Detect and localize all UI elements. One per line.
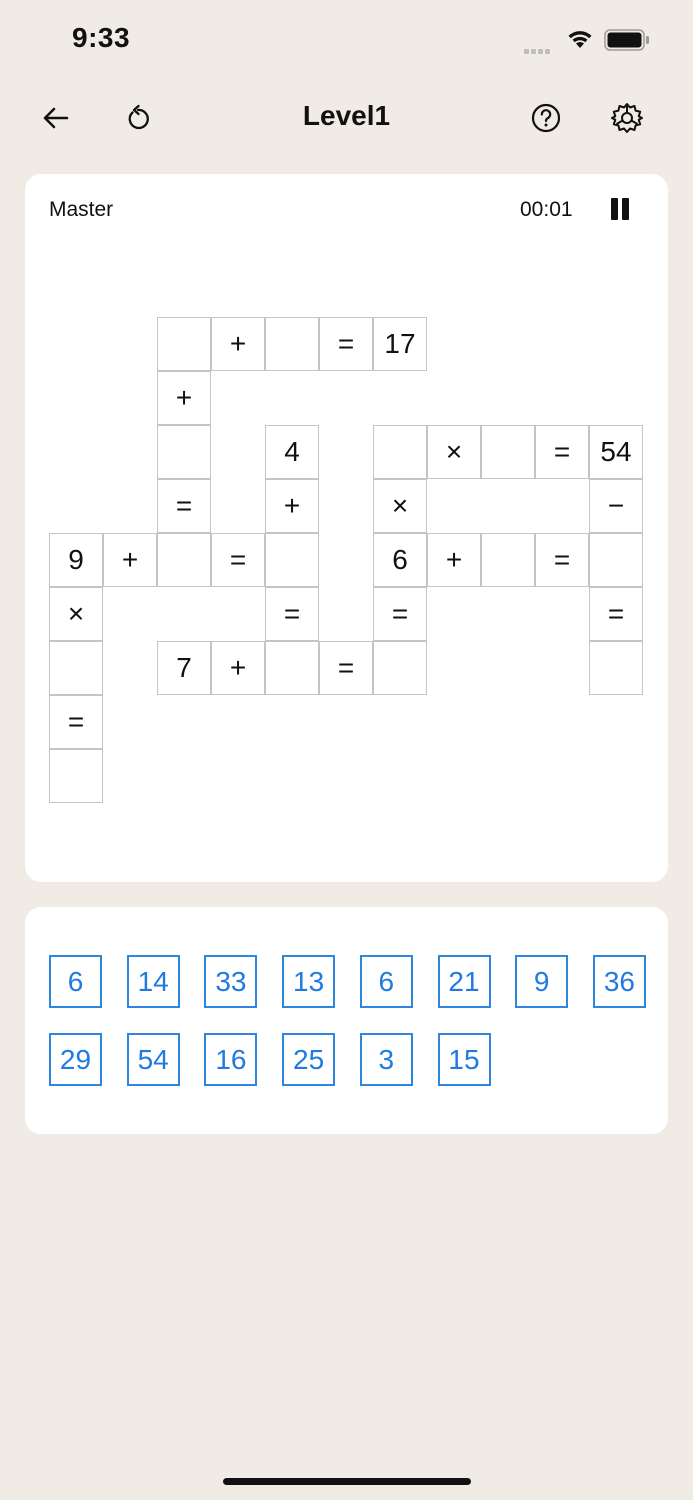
number-tile[interactable]: 6	[49, 955, 102, 1008]
number-tile[interactable]: 3	[360, 1033, 413, 1086]
number-tile[interactable]: 25	[282, 1033, 335, 1086]
number-cell: 7	[157, 641, 211, 695]
timer: 00:01	[520, 198, 573, 221]
empty-cell[interactable]	[373, 641, 427, 695]
empty-cell[interactable]	[589, 533, 643, 587]
number-tile[interactable]: 29	[49, 1033, 102, 1086]
operator-cell: ×	[373, 479, 427, 533]
empty-cell[interactable]	[157, 425, 211, 479]
operator-cell: ×	[49, 587, 103, 641]
number-tile[interactable]: 14	[127, 955, 180, 1008]
puzzle-card	[25, 174, 668, 882]
help-icon	[530, 102, 562, 134]
number-tile[interactable]: 16	[204, 1033, 257, 1086]
operator-cell: +	[211, 641, 265, 695]
operator-cell: =	[211, 533, 265, 587]
settings-button[interactable]	[605, 96, 649, 140]
operator-cell: −	[589, 479, 643, 533]
operator-cell: =	[535, 533, 589, 587]
operator-cell: =	[589, 587, 643, 641]
operator-cell: =	[373, 587, 427, 641]
puzzle-grid	[25, 174, 668, 882]
number-bank	[25, 907, 668, 1134]
number-cell: 4	[265, 425, 319, 479]
operator-cell: =	[265, 587, 319, 641]
number-tile[interactable]: 15	[438, 1033, 491, 1086]
empty-cell[interactable]	[157, 317, 211, 371]
number-tile[interactable]: 36	[593, 955, 646, 1008]
operator-cell: +	[103, 533, 157, 587]
status-bar	[0, 0, 693, 80]
wifi-icon	[566, 28, 594, 55]
operator-cell: +	[157, 371, 211, 425]
empty-cell[interactable]	[481, 425, 535, 479]
operator-cell: =	[319, 317, 373, 371]
cellular-signal-icon	[524, 41, 552, 59]
empty-cell[interactable]	[265, 533, 319, 587]
number-tile[interactable]: 54	[127, 1033, 180, 1086]
operator-cell: +	[211, 317, 265, 371]
number-tile[interactable]: 21	[438, 955, 491, 1008]
empty-cell[interactable]	[49, 641, 103, 695]
number-tile[interactable]: 9	[515, 955, 568, 1008]
empty-cell[interactable]	[265, 641, 319, 695]
battery-icon	[604, 29, 650, 56]
help-button[interactable]	[524, 96, 568, 140]
number-tile[interactable]: 13	[282, 955, 335, 1008]
number-tile[interactable]: 6	[360, 955, 413, 1008]
operator-cell: +	[265, 479, 319, 533]
number-cell: 54	[589, 425, 643, 479]
number-cell: 6	[373, 533, 427, 587]
empty-cell[interactable]	[49, 749, 103, 803]
settings-icon	[610, 101, 644, 135]
page-title: Level1	[302, 100, 391, 131]
empty-cell[interactable]	[265, 317, 319, 371]
navigation-bar	[0, 88, 693, 148]
operator-cell: =	[319, 641, 373, 695]
number-cell: 17	[373, 317, 427, 371]
empty-cell[interactable]	[157, 533, 211, 587]
number-tile[interactable]: 33	[204, 955, 257, 1008]
operator-cell: +	[427, 533, 481, 587]
operator-cell: =	[49, 695, 103, 749]
number-cell: 9	[49, 533, 103, 587]
operator-cell: ×	[427, 425, 481, 479]
empty-cell[interactable]	[481, 533, 535, 587]
operator-cell: =	[157, 479, 211, 533]
empty-cell[interactable]	[589, 641, 643, 695]
difficulty-label: Master	[49, 198, 114, 221]
operator-cell: =	[535, 425, 589, 479]
empty-cell[interactable]	[373, 425, 427, 479]
status-time: 9:33	[72, 22, 131, 53]
home-indicator	[223, 1478, 471, 1485]
